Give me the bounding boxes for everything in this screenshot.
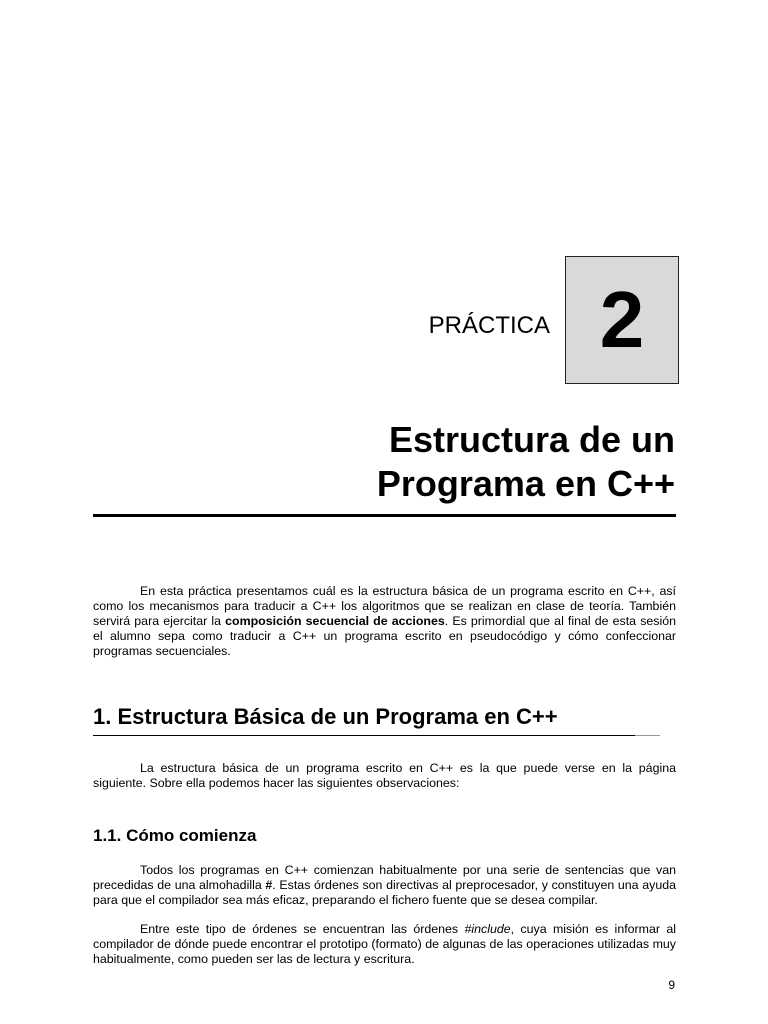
practica-label: PRÁCTICA [428, 312, 550, 339]
chapter-title-line-1: Estructura de un [388, 419, 675, 460]
subsection-p2-text-end: , cuya misión es informar al compilador de dónde puede encontrar el prototipo (formato) de algunas de las operaciones utilizadas muy habitualmente, como pueden ser las de lectura y escritura. [93, 922, 676, 966]
subsection-p1-bold: # [265, 878, 273, 892]
title-divider [93, 514, 676, 517]
chapter-number: 2 [599, 275, 645, 364]
subsection-p2-italic: #include [464, 922, 511, 936]
section-divider-tail [635, 735, 660, 736]
intro-paragraph [93, 584, 676, 659]
subsection-p1-text-end: . Estas órdenes son directivas al preprocesador, y constituyen una ayuda para que el compilador sea más eficaz, preparando el fichero fuente que se desea compilar. [93, 878, 676, 907]
intro-text-end: . Es primordial que al final de esta sesión el alumno sepa como traducir a C++ un programa escrito en pseudocódigo y cómo confeccionar programas secuenciales. [93, 614, 677, 658]
subsection-paragraph-1 [93, 863, 676, 908]
chapter-title [377, 418, 675, 506]
subsection-p2-text-start: Entre este tipo de órdenes se encuentran las órdenes [140, 922, 465, 936]
subsection-p1-text-start: Todos los programas en C++ comienzan habitualmente por una serie de sentencias que van precedidas de una almohadilla [93, 863, 676, 892]
section-paragraph-text: La estructura básica de un programa escrito en C++ es la que puede verse en la página siguiente. Sobre ella podemos hacer las siguientes observaciones: [93, 761, 676, 790]
section-paragraph [93, 761, 676, 791]
subsection-paragraph-2 [93, 922, 676, 967]
chapter-number-box [565, 256, 679, 384]
intro-bold-term: composición secuencial de acciones [225, 614, 445, 628]
section-divider [93, 735, 635, 736]
subsection-heading: 1.1. Cómo comienza [93, 826, 257, 845]
intro-text-start: En esta práctica presentamos cuál es la estructura básica de un programa escrito en C++, así como los mecanismos para traducir a C++ los algoritmos que se realizan en clase de teoría. También servirá para ejercitar la [93, 584, 676, 628]
chapter-title-line-2: Programa en C++ [376, 463, 675, 504]
section-heading: 1. Estructura Básica de un Programa en C++ [93, 704, 558, 729]
page-number: 9 [668, 978, 675, 992]
